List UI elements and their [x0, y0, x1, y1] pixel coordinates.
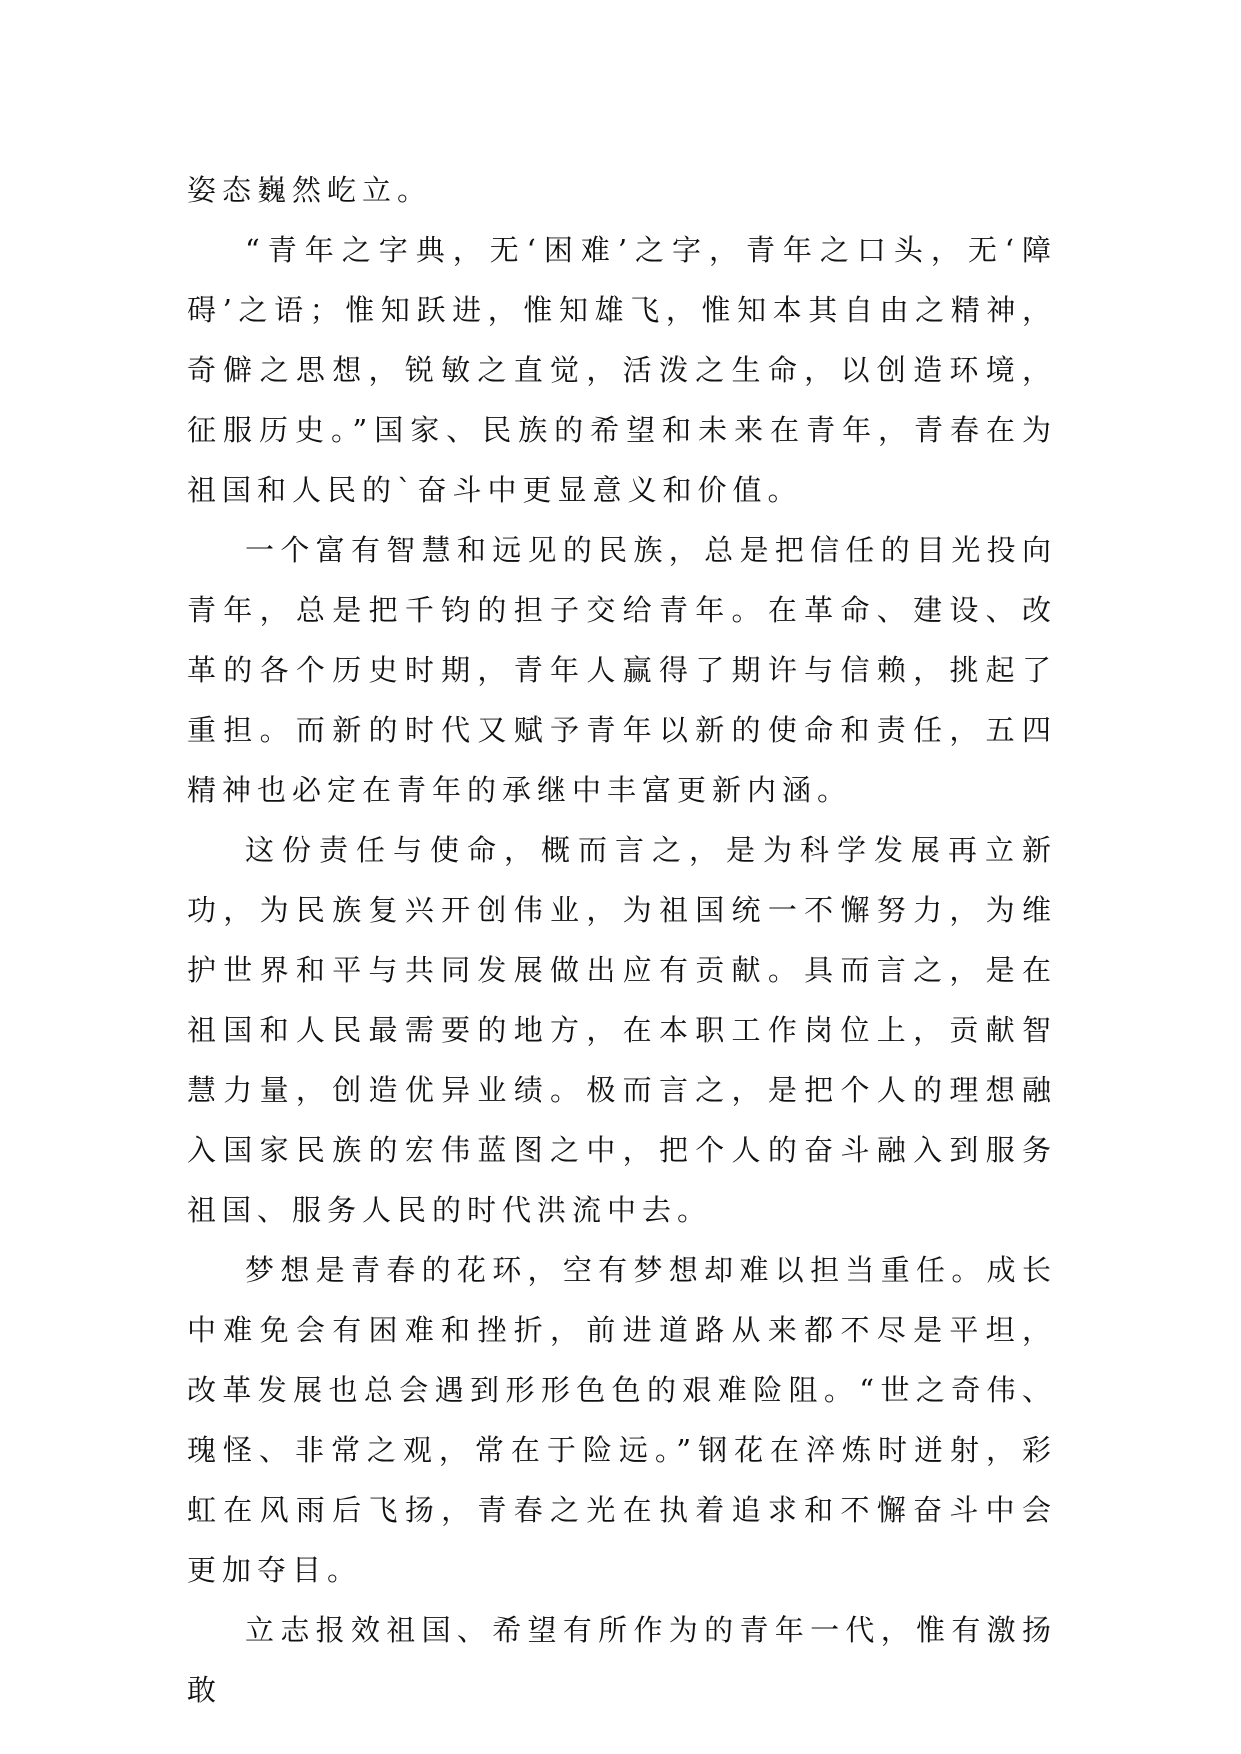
- paragraph-quote-youth: “青年之字典，无‘困难’之字，青年之口头，无‘障碍’之语；惟知跃进，惟知雄飞，惟知本其自由之精神，奇僻之思想，锐敏之直觉，活泼之生命，以创造环境，征服历史。”国家、民族的希望和未来在青年，青春在为祖国和人民的`奋斗中更显意义和价值。: [187, 233, 1057, 507]
- paragraph-trust-youth: 一个富有智慧和远见的民族，总是把信任的目光投向青年，总是把千钧的担子交给青年。在革命、建设、改革的各个历史时期，青年人赢得了期许与信赖，挑起了重担。而新的时代又赋予青年以新的使命和责任，五四精神也必定在青年的承继中丰富更新内涵。: [187, 533, 1057, 807]
- paragraph-responsibility: 这份责任与使命，概而言之，是为科学发展再立新功，为民族复兴开创伟业，为祖国统一不懈努力，为维护世界和平与共同发展做出应有贡献。具而言之，是在祖国和人民最需要的地方，在本职工作岗位上，贡献智慧力量，创造优异业绩。极而言之，是把个人的理想融入国家民族的宏伟蓝图之中，把个人的奋斗融入到服务祖国、服务人民的时代洪流中去。: [187, 833, 1057, 1227]
- body-text: [187, 160, 1057, 1720]
- paragraph-continued: 姿态巍然屹立。: [187, 173, 433, 207]
- paragraph-aspiration: 立志报效祖国、希望有所作为的青年一代，惟有激扬敢: [187, 1613, 1057, 1707]
- paragraph-dream: 梦想是青春的花环，空有梦想却难以担当重任。成长中难免会有困难和挫折，前进道路从来都不尽是平坦，改革发展也总会遇到形形色色的艰难险阻。“世之奇伟、瑰怪、非常之观，常在于险远。”钢花在淬炼时迸射，彩虹在风雨后飞扬，青春之光在执着追求和不懈奋斗中会更加夺目。: [187, 1253, 1057, 1587]
